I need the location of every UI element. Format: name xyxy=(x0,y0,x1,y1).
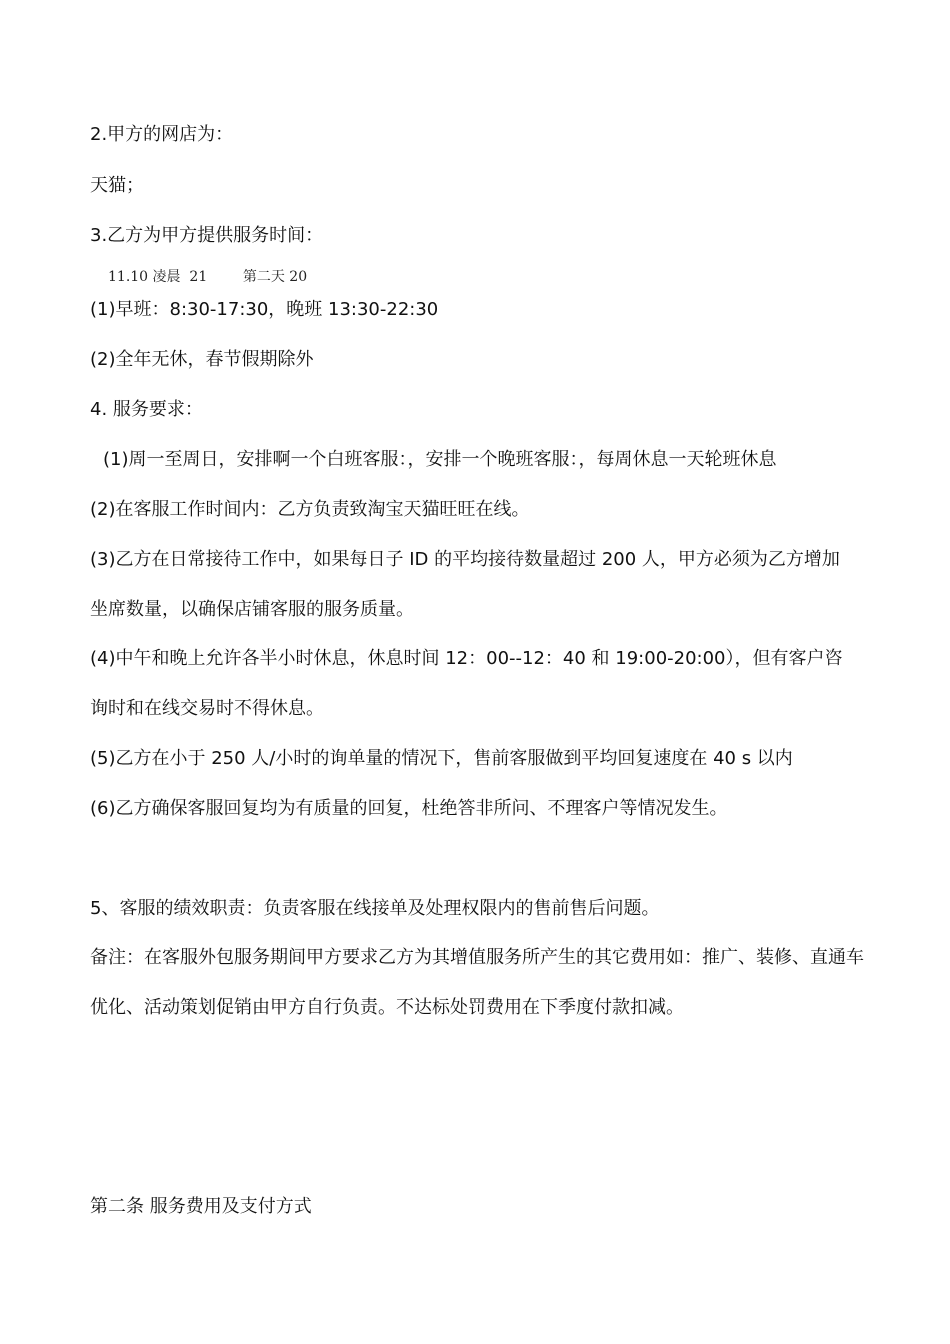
doc-line-performance: 5、客服的绩效职责：负责客服在线接单及处理权限内的售前售后问题。 xyxy=(90,898,660,919)
doc-line-shop-value: 天猫； xyxy=(90,175,144,196)
doc-line-service-time-heading: 3.乙方为甲方提供服务时间： xyxy=(90,225,324,246)
doc-line-req-4: (4)中午和晚上允许各半小时休息，休息时间 12：00--12：40 和 19:00-20:00），但有客户咨 xyxy=(90,648,843,669)
doc-line-remark: 备注：在客服外包服务期间甲方要求乙方为其增值服务所产生的其它费用如：推广、装修、直通车 xyxy=(90,947,864,968)
doc-line-requirements-heading: 4. 服务要求： xyxy=(90,399,203,420)
doc-line-req-4-cont: 询时和在线交易时不得休息。 xyxy=(90,698,324,719)
doc-line-req-1: (1)周一至周日，安排啊一个白班客服：，安排一个晚班客服：，每周休息一天轮班休息 xyxy=(103,449,777,470)
doc-line-no-holiday: (2)全年无休，春节假期除外 xyxy=(90,349,314,370)
doc-line-req-6: (6)乙方确保客服回复均为有质量的回复，杜绝答非所问、不理客户等情况发生。 xyxy=(90,798,728,819)
doc-line-req-2: (2)在客服工作时间内：乙方负责致淘宝天猫旺旺在线。 xyxy=(90,499,530,520)
doc-line-req-5: (5)乙方在小于 250 人/小时的询单量的情况下，售前客服做到平均回复速度在 40 s 以内 xyxy=(90,748,793,769)
doc-line-req-3: (3)乙方在日常接待工作中，如果每日子 ID 的平均接待数量超过 200 人，甲方必须为乙方增加 xyxy=(90,549,840,570)
doc-line-shifts: (1)早班：8:30-17:30，晚班 13:30-22:30 xyxy=(90,299,439,320)
doc-line-shop-heading: 2.甲方的网店为： xyxy=(90,124,234,145)
doc-line-req-3-cont: 坐席数量，以确保店铺客服的服务质量。 xyxy=(90,599,414,620)
doc-line-remark-cont: 优化、活动策划促销由甲方自行负责。不达标处罚费用在下季度付款扣减。 xyxy=(90,997,684,1018)
doc-line-article-two-heading: 第二条 服务费用及支付方式 xyxy=(90,1196,312,1217)
handwritten-note: 11.10 凌晨 21 第二天 20 xyxy=(108,269,308,285)
